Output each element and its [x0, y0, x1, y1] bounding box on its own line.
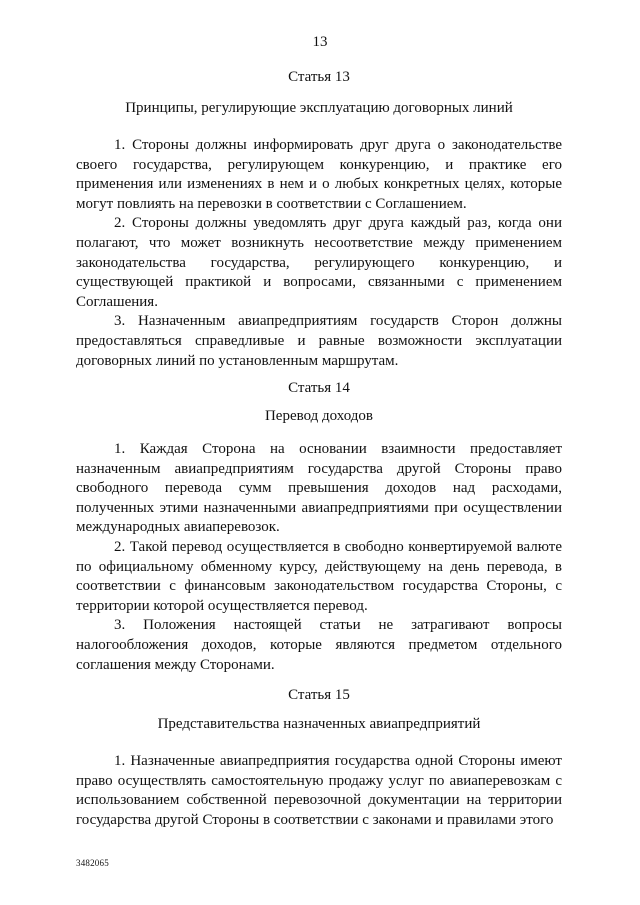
page-number: 13	[312, 34, 328, 50]
document-code: 3482065	[76, 858, 109, 868]
article-heading: Статья 13	[288, 69, 350, 85]
paragraph: 2. Такой перевод осуществляется в свободно конвертируемой валюте по официальному обменному курсу, действующему на день перевода, в соответствии с финансовым законодательством государства Стороны, с территории которой осуществляется перевод.	[76, 538, 562, 614]
paragraph: 1. Стороны должны информировать друг друга о законодательстве своего государства, регулирующем конкуренцию, и практике его применения или изменениях в нем и о любых конкретных целях, которые могут повлиять на перевозки в соответствии с Соглашением.	[76, 137, 562, 212]
paragraph: 3. Назначенным авиапредприятиям государств Сторон должны предоставляться справедливые и равные возможности эксплуатации договорных линий по установленным маршрутам.	[76, 313, 562, 369]
article-heading: Статья 14	[288, 380, 350, 396]
paragraph: 3. Положения настоящей статьи не затрагивают вопросы налогообложения доходов, которые являются предметом отдельного соглашения между Сторонами.	[76, 617, 562, 673]
article-heading: Статья 15	[288, 687, 350, 703]
article-14	[76, 379, 562, 675]
paragraph: 1. Каждая Сторона на основании взаимности предоставляет назначенным авиапредприятиям государства другой Стороны право свободного перевода сумм превышения доходов над расходами, полученных этими назначенными авиапредприятиями при осуществлении международных авиаперевозок.	[76, 441, 562, 536]
article-title: Перевод доходов	[264, 408, 374, 424]
article-15	[76, 686, 562, 830]
paragraph: 1. Назначенные авиапредприятия государства одной Стороны имеют право осуществлять самостоятельную продажу услуг по авиаперевозкам с использованием собственной перевозочной документации на территории государства другой Стороны в соответствии с законами и правилами этого	[76, 753, 562, 828]
article-title: Представительства назначенных авиапредприятий	[157, 716, 481, 732]
article-title: Принципы, регулирующие эксплуатацию договорных линий	[125, 100, 513, 116]
article-13	[76, 68, 562, 371]
paragraph: 2. Стороны должны уведомлять друг друга каждый раз, когда они полагают, что может возникнуть несоответствие между применением законодательства государства, регулирующего конкуренцию, и существующей практикой и вопросами, связанными с применением Соглашения.	[76, 215, 562, 310]
